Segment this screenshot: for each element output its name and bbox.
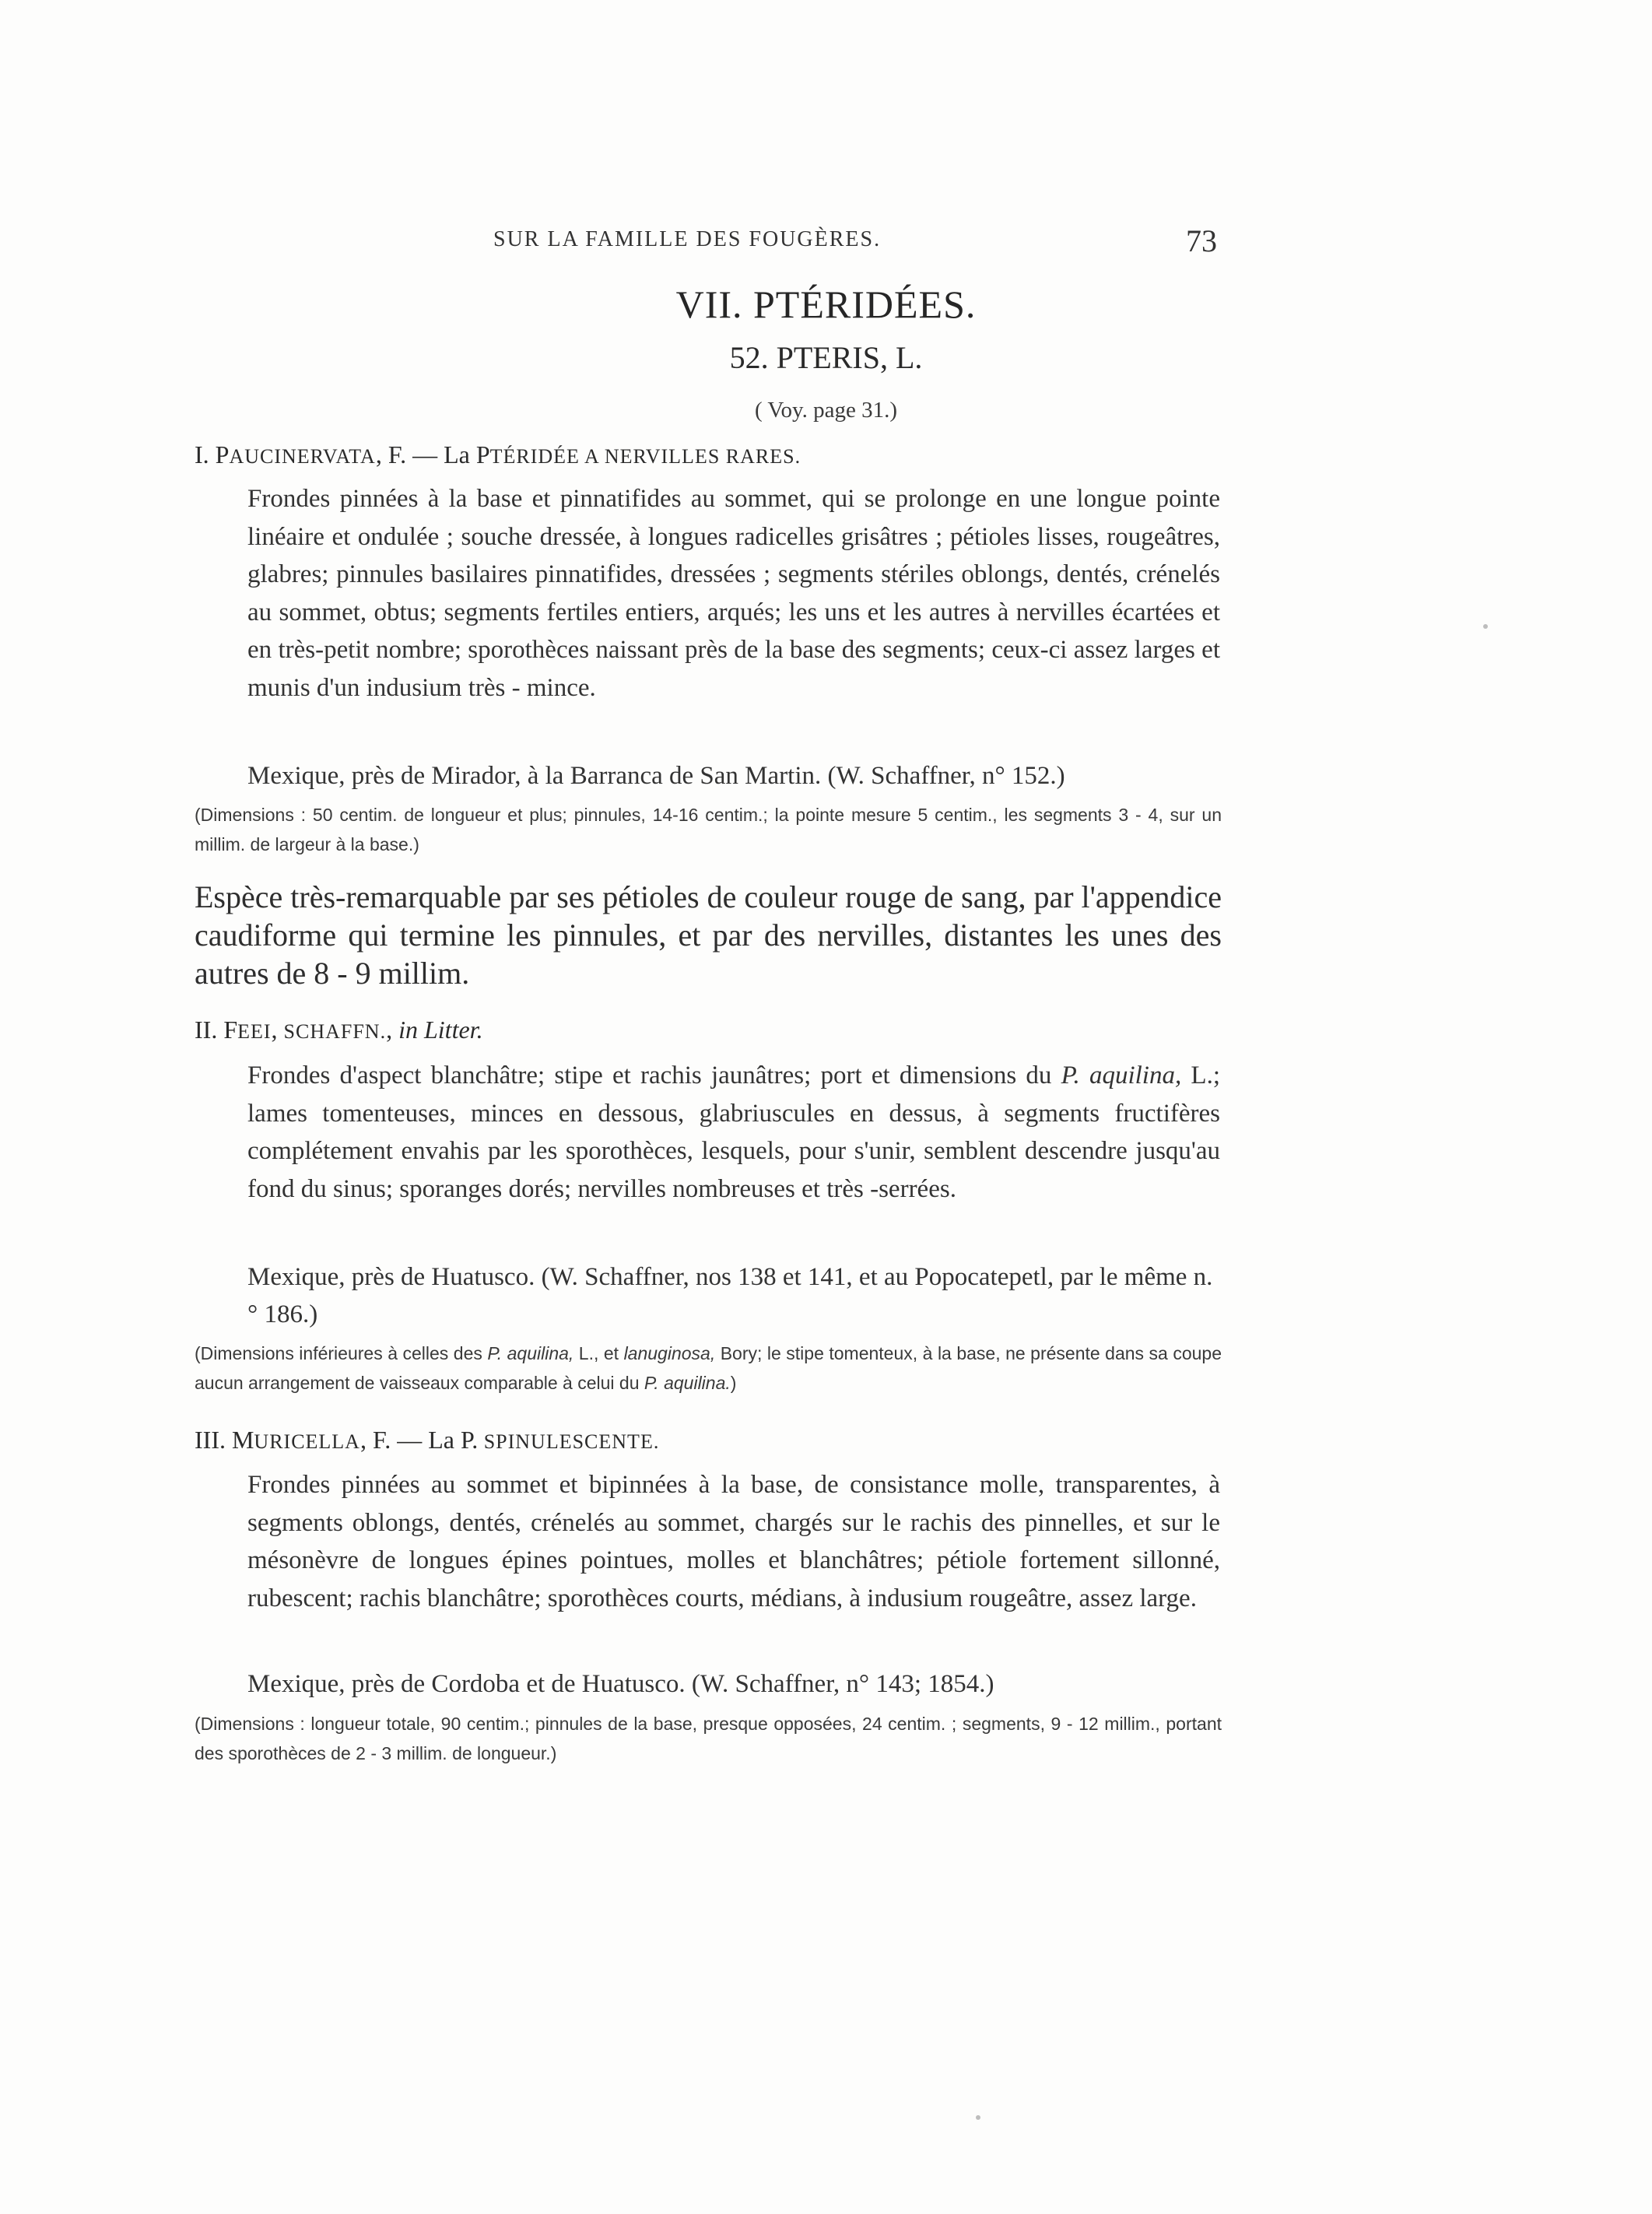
dimensions-text: Bory; le stipe tomenteux, à la base, ne présente dans sa coupe aucun arrangement de vaisseaux comparable à celui du (195, 1343, 1222, 1393)
species-description-3: Frondes pinnées au sommet et bipinnées à la base, de consistance molle, transparentes, à segments oblongs, dentés, crénelés au sommet, chargés sur le rachis des pinnelles, et sur le mésonèvre de longues épines pointues, molles et blanchâtres; pétiole fortement sillonné, rubescent; rachis blanchâtre; sporothèces courts, médians, à indusium rougeâtre, assez large. (247, 1471, 1220, 1612)
dimensions-text: L., et (573, 1343, 624, 1363)
species-description-1: Frondes pinnées à la base et pinnatifides au sommet, qui se prolonge en une longue pointe linéaire et ondulée ; souche dressée, à longues radicelles grisâtres ; pétioles lisses, rougeâtres, glabres; pinnules basilaires pinnatifides, dressées ; segments stériles oblongs, dentés, crénelés au sommet, obtus; segments fertiles entiers, arqués; les uns et les autres à nervilles écartées et en très-petit nombre; sporothèces naissant près de la base des segments; ceux-ci assez larges et munis d'un indusium très - mince. (247, 485, 1220, 702)
heading-common-initial: La P (444, 440, 490, 468)
dimensions-species-ref: P. aquilina. (644, 1373, 731, 1393)
heading-number: III. (195, 1426, 226, 1454)
paper-speck (1483, 624, 1488, 629)
page-number: 73 (1186, 223, 1217, 258)
heading-separator: , (271, 1016, 284, 1044)
section-title: VII. PTÉRIDÉES. (675, 282, 977, 326)
heading-name: AUCINERVATA (229, 445, 376, 468)
species-locality-1: Mexique, près de Mirador, à la Barranca de San Martin. (W. Schaffner, n° 152.) (247, 762, 1065, 790)
heading-name-initial: P (215, 440, 230, 468)
heading-separator: , F. — (375, 440, 444, 468)
heading-in-litter: in Litter. (398, 1016, 483, 1044)
species-heading-2: II. FEEI, SCHAFFN., in Litter. (195, 1016, 483, 1044)
species-locality-2: Mexique, près de Huatusco. (W. Schaffner, nos 138 et 141, et au Popocatepetl, par le même n.° 186.) (247, 1263, 1213, 1328)
species-dimensions-3: (Dimensions : longueur totale, 90 centim.; pinnules de la base, presque opposées, 24 centim. ; segments, 9 - 12 millim., portant des sporothèces de 2 - 3 millim. de longueur.) (195, 1714, 1222, 1763)
heading-name: URICELLA (254, 1430, 360, 1453)
description-text-continued: L.; lames tomenteuses, minces en dessous, glabriuscules en dessus, à segments fructifères complétement envahis par les sporothèces, lesquels, pour s'unir, semblent descendre jusqu'au fond du sinus; sporanges dorés; nervilles nombreuses et très -serrées. (247, 1061, 1220, 1203)
species-heading-3 (195, 1426, 1222, 1454)
running-head (493, 223, 1217, 258)
heading-common-name: SPINULESCENTE. (478, 1430, 660, 1453)
heading-name-initial: F (223, 1016, 238, 1044)
heading-name: EEI (237, 1020, 272, 1043)
paper-speck (976, 2115, 980, 2120)
dimensions-species-ref: P. aquilina, (487, 1343, 574, 1363)
dimensions-species-ref: lanuginosa, (623, 1343, 716, 1363)
heading-number: I. (195, 440, 209, 468)
heading-separator: , F. — (360, 1426, 429, 1454)
species-dimensions-1: (Dimensions : 50 centim. de longueur et plus; pinnules, 14-16 centim.; la pointe mesure 5 centim., les segments 3 - 4, sur un millim. de largeur à la base.) (195, 805, 1222, 854)
species-dimensions-2 (195, 1339, 1222, 1398)
species-heading-1 (195, 440, 1222, 469)
heading-name-initial: M (231, 1426, 254, 1454)
running-title: SUR LA FAMILLE DES FOUGÈRES. (493, 227, 882, 251)
description-text: Frondes d'aspect blanchâtre; stipe et rachis jaunâtres; port et dimensions du (247, 1061, 1061, 1089)
heading-common-name: TÉRIDÉE A NERVILLES RARES. (489, 445, 801, 468)
species-remark-1: Espèce très-remarquable par ses pétioles de couleur rouge de sang, par l'appendice caudiforme qui termine les pinnules, et par des nervilles, distantes les unes des autres de 8 - 9 millim. (195, 879, 1222, 991)
dimensions-text: ) (730, 1373, 737, 1393)
heading-number: II. (195, 1016, 218, 1044)
heading-common-initial: La P. (428, 1426, 479, 1454)
description-species-ref: P. aquilina, (1061, 1061, 1182, 1089)
dimensions-text: (Dimensions inférieures à celles des (195, 1343, 488, 1363)
heading-author: SCHAFFN. (283, 1020, 387, 1043)
page-reference: ( Voy. page 31.) (754, 398, 898, 423)
species-locality-3: Mexique, près de Cordoba et de Huatusco. (W. Schaffner, n° 143; 1854.) (247, 1670, 994, 1698)
species-description-2 (247, 1057, 1220, 1208)
genus-title: 52. PTERIS, L. (729, 340, 923, 375)
